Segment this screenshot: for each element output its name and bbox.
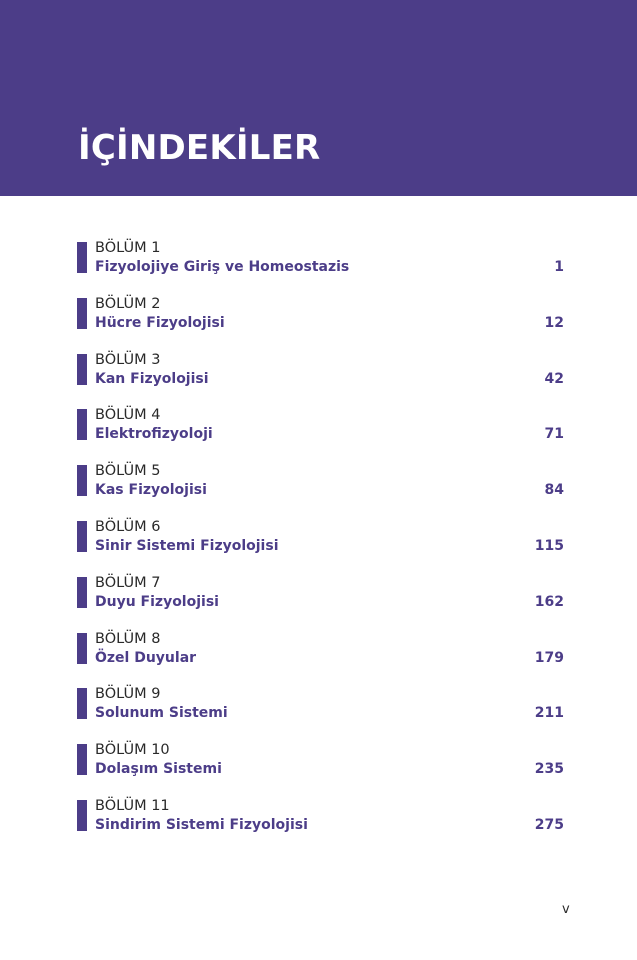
chapter-label: BÖLÜM 8 [95, 630, 161, 647]
chapter-page-number[interactable]: 84 [544, 482, 564, 499]
chapter-label: BÖLÜM 1 [95, 240, 161, 256]
chapter-label: BÖLÜM 11 [95, 797, 170, 814]
chapter-title[interactable]: Fizyolojiye Giriş ve Homeostazis [95, 259, 350, 275]
chapter-page-number[interactable]: 115 [534, 537, 564, 554]
chapter-title[interactable]: Hücre Fizyolojisi [95, 314, 225, 331]
chapter-marker [77, 298, 87, 329]
chapter-page-number[interactable]: 211 [534, 705, 564, 722]
chapter-title[interactable]: Sinir Sistemi Fizyolojisi [95, 537, 279, 554]
chapter-page-number[interactable]: 162 [534, 593, 564, 610]
chapter-marker [77, 242, 87, 273]
chapter-marker [77, 521, 87, 552]
toc-entry-9[interactable] [0, 682, 637, 738]
chapter-title[interactable]: Özel Duyular [95, 649, 197, 666]
chapter-label: BÖLÜM 3 [95, 351, 161, 368]
chapter-marker [77, 577, 87, 608]
chapter-title[interactable]: Solunum Sistemi [95, 705, 228, 722]
chapter-label: BÖLÜM 6 [95, 518, 161, 535]
chapter-title[interactable]: Sindirim Sistemi Fizyolojisi [95, 816, 308, 833]
chapter-title[interactable]: Dolaşım Sistemi [95, 761, 222, 778]
chapter-label: BÖLÜM 10 [95, 742, 170, 759]
chapter-label: BÖLÜM 9 [95, 686, 161, 703]
chapter-marker [77, 744, 87, 775]
chapter-marker [77, 409, 87, 440]
toc-entry-8[interactable] [0, 627, 637, 683]
table-of-contents [0, 236, 637, 850]
chapter-label: BÖLÜM 2 [95, 295, 161, 312]
chapter-marker [77, 688, 87, 719]
chapter-page-number[interactable]: 275 [534, 816, 564, 833]
chapter-title[interactable]: Duyu Fizyolojisi [95, 593, 219, 610]
toc-entry-3[interactable] [0, 348, 637, 404]
chapter-page-number[interactable]: 235 [534, 761, 564, 778]
toc-entry-1[interactable] [0, 236, 637, 292]
chapter-marker [77, 633, 87, 664]
chapter-page-number[interactable]: 71 [544, 426, 564, 443]
chapter-marker [77, 465, 87, 496]
toc-entry-10[interactable] [0, 738, 637, 794]
page-number: v [562, 902, 570, 917]
toc-entry-11[interactable] [0, 794, 637, 850]
chapter-page-number[interactable]: 42 [544, 370, 564, 387]
chapter-title[interactable]: Kas Fizyolojisi [95, 482, 207, 499]
chapter-page-number[interactable]: 1 [554, 259, 564, 275]
chapter-title[interactable]: Elektrofizyoloji [95, 426, 213, 443]
toc-entry-6[interactable] [0, 515, 637, 571]
chapter-page-number[interactable]: 12 [544, 314, 564, 331]
chapter-label: BÖLÜM 7 [95, 574, 161, 591]
chapter-title[interactable]: Kan Fizyolojisi [95, 370, 209, 387]
chapter-label: BÖLÜM 4 [95, 407, 161, 424]
chapter-page-number[interactable]: 179 [534, 649, 564, 666]
toc-entry-5[interactable] [0, 459, 637, 515]
chapter-label: BÖLÜM 5 [95, 463, 161, 480]
toc-entry-7[interactable] [0, 571, 637, 627]
header-band [0, 0, 637, 196]
page-title: İÇİNDEKİLER [78, 128, 321, 168]
chapter-marker [77, 800, 87, 831]
toc-entry-2[interactable] [0, 292, 637, 348]
toc-entry-4[interactable] [0, 403, 637, 459]
chapter-marker [77, 354, 87, 385]
